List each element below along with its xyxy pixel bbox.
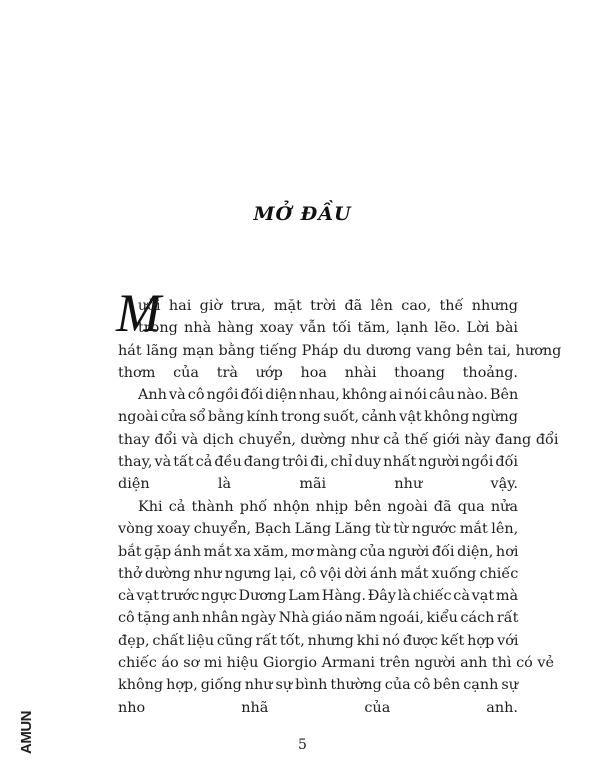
- para2-line-4: thay, và tất cả đều đang trôi đi, chỉ duy nhất người ngồi đối: [118, 453, 518, 470]
- para2-line-2: ngoài cửa sổ bằng kính trong suốt, cảnh vật không ngừng: [118, 409, 518, 426]
- chapter-title: MỞ ĐẦU: [253, 203, 352, 225]
- paragraph-2: [118, 384, 559, 495]
- paragraph-1: [118, 295, 562, 384]
- publisher-logo-icon: [14, 708, 36, 756]
- para3-line-7: đẹp, chất liệu cũng rất tốt, nhưng khi nó được kết hợp với: [118, 632, 519, 649]
- drop-cap: M: [116, 283, 161, 343]
- para3-line-4: thở dường như ngưng lại, cô vội dời ánh mắt xuống chiếc: [118, 565, 519, 582]
- para1-line-4: thơm của trà ướp hoa nhài thoang thoảng.: [118, 364, 518, 381]
- publisher-logo-text: AMUN: [18, 711, 35, 754]
- page-number: 5: [298, 737, 307, 753]
- para3-line-1: Khi cả thành phố nhộn nhịp bên ngoài đã qua nửa: [138, 499, 518, 515]
- para2-line-1: Anh và cô ngồi đối diện nhau, không ai nói câu nào. Bên: [138, 387, 519, 403]
- para2-line-3: thay đổi và dịch chuyển, dường như cả thế giới này đang đổi: [118, 431, 559, 448]
- para1-line-1: ười hai giờ trưa, mặt trời đã lên cao, thế nhưng: [138, 298, 518, 314]
- para3-line-10: nho nhã của anh.: [118, 699, 518, 716]
- para3-line-9: không hợp, giống như sự bình thường của cô bên cạnh sự: [118, 677, 518, 694]
- paragraph-3: [118, 496, 555, 719]
- para2-line-5: diện là mãi như vậy.: [118, 476, 518, 493]
- para3-line-2: vòng xoay chuyển, Bạch Lăng Lăng từ từ ngước mắt lên,: [118, 521, 519, 538]
- para3-line-3: bắt gặp ánh mắt xa xăm, mơ màng của người đối diện, hơi: [118, 543, 519, 560]
- para3-line-5: cà vạt trước ngực Dương Lam Hàng. Đây là chiếc cà vạt mà: [118, 588, 519, 605]
- para3-line-8: chiếc áo sơ mi hiệu Giorgio Armani trên người anh thì có vẻ: [118, 655, 555, 672]
- para1-line-3: hát lãng mạn bằng tiếng Pháp du dương vang bên tai, hương: [118, 342, 562, 359]
- para3-line-6: cô tặng anh nhân ngày Nhà giáo năm ngoái, kiểu cách rất: [118, 610, 519, 627]
- para1-line-2: trong nhà hàng xoay vẫn tối tăm, lạnh lẽo. Lời bài: [138, 320, 518, 337]
